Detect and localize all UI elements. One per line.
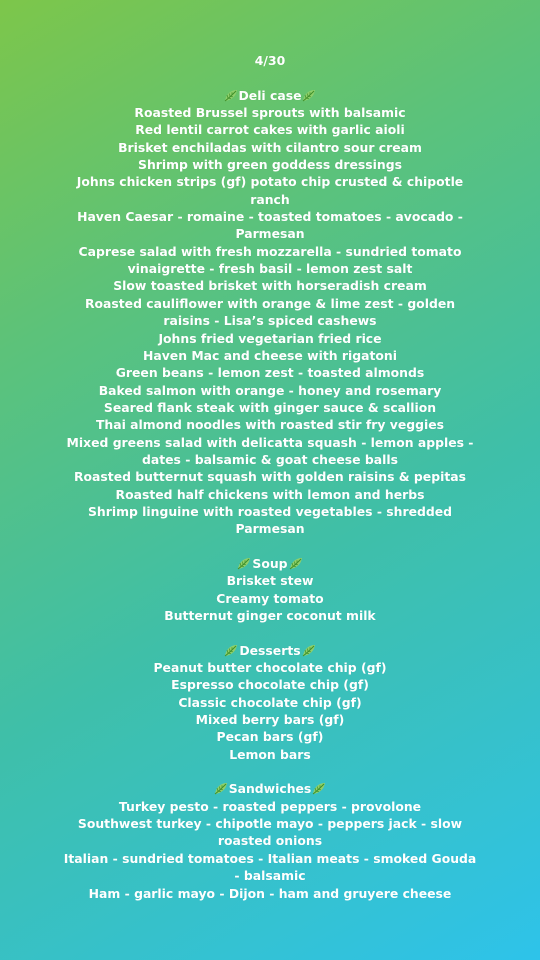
section-heading xyxy=(60,555,480,572)
section-deli-case xyxy=(60,87,480,538)
herb-leaf-icon xyxy=(224,644,238,657)
section-heading xyxy=(60,642,480,659)
menu-item: Johns chicken strips (gf) potato chip crusted & chipotle ranch xyxy=(76,174,464,207)
menu-date: 4/30 xyxy=(254,53,286,68)
section-title: Deli case xyxy=(238,87,302,103)
menu-sections xyxy=(60,87,480,902)
section-heading xyxy=(60,87,480,104)
herb-leaf-icon xyxy=(302,89,316,102)
menu-item: Roasted butternut squash with golden raisins & pepitas xyxy=(74,469,466,485)
section-title: Desserts xyxy=(239,642,301,658)
menu-item: Pecan bars (gf) xyxy=(216,729,324,745)
menu-item: Thai almond noodles with roasted stir fry veggies xyxy=(95,417,444,433)
herb-leaf-icon xyxy=(302,644,316,657)
menu-item: Roasted Brussel sprouts with balsamic xyxy=(134,105,406,121)
menu-item: Haven Caesar - romaine - toasted tomatoes - avocado - Parmesan xyxy=(77,209,463,242)
menu-item: Shrimp linguine with roasted vegetables - shredded Parmesan xyxy=(87,503,453,537)
menu-item: Peanut butter chocolate chip (gf) xyxy=(153,660,387,676)
herb-leaf-icon xyxy=(224,89,238,102)
menu-item: Turkey pesto - roasted peppers - provolone xyxy=(118,798,422,814)
menu-item: Johns fried vegetarian fried rice xyxy=(158,330,382,346)
herb-leaf-icon xyxy=(214,782,228,795)
menu-item: Mixed berry bars (gf) xyxy=(195,712,345,728)
section-title: Soup xyxy=(252,555,288,571)
menu-item: Ham - garlic mayo - Dijon - ham and gruyere cheese xyxy=(88,885,452,901)
herb-leaf-icon xyxy=(312,782,326,795)
section-soup xyxy=(60,555,480,624)
menu-item: Shrimp with green goddess dressings xyxy=(138,157,402,173)
menu-item: Creamy tomato xyxy=(216,590,324,606)
herb-leaf-icon xyxy=(237,557,251,570)
menu-story xyxy=(60,52,480,902)
menu-item: Green beans - lemon zest - toasted almonds xyxy=(115,365,425,381)
menu-item: Red lentil carrot cakes with garlic aioli xyxy=(135,122,405,138)
menu-item: Slow toasted brisket with horseradish cream xyxy=(113,278,427,294)
menu-item: Roasted half chickens with lemon and herbs xyxy=(115,486,425,502)
menu-item: Butternut ginger coconut milk xyxy=(164,608,376,623)
menu-item: Lemon bars xyxy=(229,746,311,762)
section-title: Sandwiches xyxy=(228,781,312,797)
menu-item: Southwest turkey - chipotle mayo - peppers jack - slow roasted onions xyxy=(77,816,463,849)
menu-item: Roasted cauliflower with orange & lime zest - golden raisins - Lisa’s spiced cashews xyxy=(84,295,456,329)
section-heading xyxy=(60,780,480,797)
section-sandwiches xyxy=(60,780,480,901)
herb-leaf-icon xyxy=(289,557,303,570)
menu-item: Baked salmon with orange - honey and rosemary xyxy=(98,382,442,398)
menu-item: Mixed greens salad with delicatta squash - lemon apples - dates - balsamic & goat cheese balls xyxy=(66,434,474,467)
menu-item: Classic chocolate chip (gf) xyxy=(178,694,362,710)
menu-item: Espresso chocolate chip (gf) xyxy=(171,677,369,693)
menu-item: Brisket stew xyxy=(226,573,314,589)
menu-item: Brisket enchiladas with cilantro sour cream xyxy=(118,139,422,155)
menu-item: Haven Mac and cheese with rigatoni xyxy=(143,347,397,363)
menu-item: Italian - sundried tomatoes - Italian meats - smoked Gouda - balsamic xyxy=(63,850,477,884)
section-desserts xyxy=(60,642,480,763)
menu-item: Seared flank steak with ginger sauce & scallion xyxy=(103,399,437,415)
menu-item: Caprese salad with fresh mozzarella - sundried tomato vinaigrette - fresh basil - lemon zest salt xyxy=(78,243,462,277)
